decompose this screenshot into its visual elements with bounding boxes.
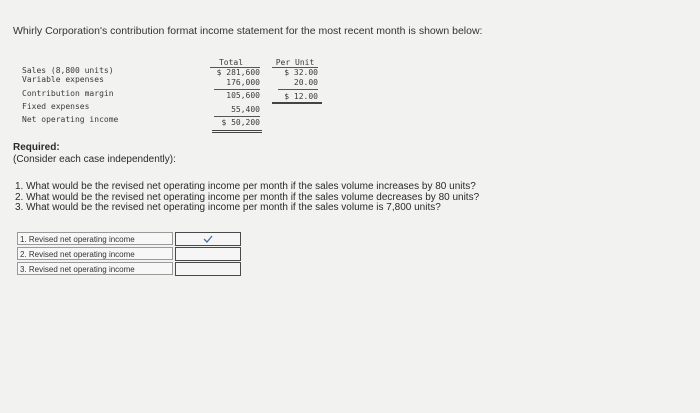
required-heading: Required: <box>13 142 60 153</box>
question-list <box>15 182 479 214</box>
fixed-underline-total <box>214 116 260 117</box>
checkmark-icon <box>203 234 213 244</box>
variable-expenses-per-unit: 20.00 <box>293 78 318 87</box>
answer-label-1: 1. Revised net operating income <box>17 232 173 245</box>
answer-label-2: 2. Revised net operating income <box>17 247 173 260</box>
row-label-net-operating-income: Net operating income <box>22 115 119 124</box>
header-total: Total <box>218 58 244 67</box>
contribution-margin-total: 105,600 <box>226 91 260 100</box>
noi-underline-total <box>212 130 262 133</box>
question-2: 2. What would be the revised net operating income per month if the sales volume decreases by 80 units? <box>15 191 480 203</box>
cm-underline-unit <box>272 102 322 104</box>
variable-underline-total <box>214 89 260 90</box>
answer-input-2[interactable] <box>175 247 241 261</box>
answer-label-3: 3. Revised net operating income <box>17 262 173 275</box>
sales-total: $ 281,600 <box>216 68 260 77</box>
fixed-expenses-total: 55,400 <box>231 105 260 114</box>
income-statement <box>22 58 332 138</box>
row-label-fixed-expenses: Fixed expenses <box>22 102 90 111</box>
contribution-margin-per-unit: $ 12.00 <box>284 92 318 101</box>
header-per-unit: Per Unit <box>275 58 315 67</box>
variable-underline-unit <box>278 89 318 90</box>
variable-expenses-total: 176,000 <box>226 78 260 87</box>
consider-note: (Consider each case independently): <box>13 154 176 165</box>
question-3: 3. What would be the revised net operating income per month if the sales volume is 7,800 units? <box>15 202 441 213</box>
intro-text: Whirly Corporation's contribution format income statement for the most recent month is shown below: <box>13 25 483 37</box>
row-label-contribution-margin: Contribution margin <box>22 89 114 98</box>
row-label-sales: Sales (8,800 units) <box>22 66 114 75</box>
row-label-variable-expenses: Variable expenses <box>22 75 104 84</box>
answer-input-3[interactable] <box>175 262 241 276</box>
net-operating-income-total: $ 50,200 <box>221 118 260 127</box>
answer-input-1[interactable] <box>175 232 241 246</box>
question-1: 1. What would be the revised net operating income per month if the sales volume increases by 80 units? <box>15 181 476 192</box>
sales-per-unit: $ 32.00 <box>284 68 318 77</box>
